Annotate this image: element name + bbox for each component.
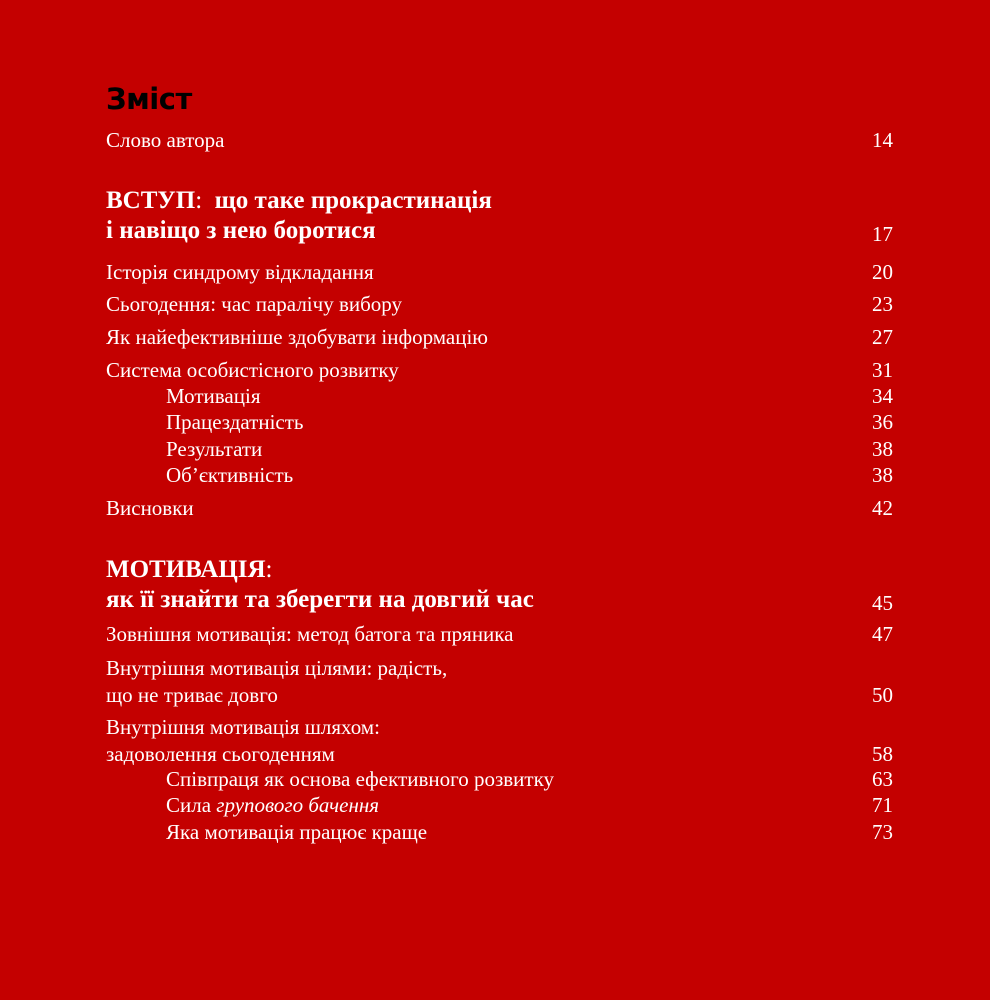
section-heading-part1: МОТИВАЦІЯ [106, 556, 266, 583]
section-heading-line2: і навіщо з нею боротися [106, 217, 376, 244]
toc-subentry-group-vision[interactable] [166, 793, 893, 817]
toc-entry-label: Система особистісного розвитку [106, 358, 399, 382]
toc-entry-info[interactable] [106, 325, 893, 349]
toc-entry-conclusions[interactable] [106, 496, 893, 520]
toc-entry-page: 58 [872, 742, 893, 766]
toc-entry-label: Результати [166, 437, 263, 461]
toc-subentry-cooperation[interactable] [166, 767, 893, 791]
toc-entry-label: Зовнішня мотивація: метод батога та пряника [106, 622, 514, 646]
toc-entry-page: 42 [872, 496, 893, 520]
toc-entry-external[interactable] [106, 622, 893, 646]
toc-entry-page: 63 [872, 767, 893, 791]
toc-entry-label: Яка мотивація працює краще [166, 820, 428, 844]
toc-entry-label-line2: задоволення сьогоденням [106, 742, 335, 766]
toc-entry-label-line1: Внутрішня мотивація шляхом: [106, 715, 380, 739]
toc-entry-label: Об’єктивність [166, 463, 294, 487]
toc-entry-label-line2: що не триває довго [106, 683, 278, 707]
toc-subentry-results[interactable] [166, 437, 893, 461]
toc-entry-page: 17 [872, 222, 893, 246]
toc-entry-today[interactable] [106, 292, 893, 316]
toc-entry-label: Слово автора [106, 128, 225, 152]
toc-entry-label: Як найефективніше здобувати інформацію [106, 325, 488, 349]
toc-entry-label: Історія синдрому відкладання [106, 260, 374, 284]
toc-entry-page: 45 [872, 591, 893, 615]
toc-entry-page: 20 [872, 260, 893, 284]
toc-entry-page: 71 [872, 793, 893, 817]
toc-entry-page: 38 [872, 463, 893, 487]
toc-entry-page: 27 [872, 325, 893, 349]
toc-entry-page: 50 [872, 683, 893, 707]
toc-entry-system[interactable] [106, 358, 893, 382]
toc-section-motivation[interactable] [106, 555, 893, 615]
label-plain: Сила [166, 793, 217, 817]
toc-subentry-motivation[interactable] [166, 384, 893, 408]
toc-subentry-objectivity[interactable] [166, 463, 893, 487]
toc-entry-page: 34 [872, 384, 893, 408]
toc-entry-page: 38 [872, 437, 893, 461]
section-heading-part1: ВСТУП [106, 187, 196, 214]
toc-entry-label: Співпраця як основа ефективного розвитку [166, 767, 554, 791]
toc-entry-label: Мотивація [166, 384, 261, 408]
section-heading-line2: як її знайти та зберегти на довгий час [106, 586, 534, 613]
toc-section-intro[interactable] [106, 186, 893, 246]
section-heading-colon: : [265, 556, 273, 583]
toc-entry-page: 47 [872, 622, 893, 646]
toc-entry-page: 73 [872, 820, 893, 844]
toc-entry-internal-goals[interactable] [106, 655, 893, 709]
page-title: Зміст [106, 82, 192, 116]
toc-entry-label: Працездатність [166, 410, 304, 434]
toc-entry-history[interactable] [106, 260, 893, 284]
label-italic: групового бачення [216, 793, 380, 817]
section-heading-colon: : [195, 187, 203, 214]
toc-entry-label-line1: Внутрішня мотивація цілями: радість, [106, 656, 448, 680]
toc-entry-author[interactable] [106, 128, 893, 152]
toc-entry-page: 14 [872, 128, 893, 152]
toc-entry-page: 36 [872, 410, 893, 434]
toc-subentry-work[interactable] [166, 410, 893, 434]
toc-entry-page: 23 [872, 292, 893, 316]
toc-subentry-which-works[interactable] [166, 820, 893, 844]
toc-entry-label: Висновки [106, 496, 194, 520]
section-heading-part2: що таке прокрастинація [214, 187, 492, 214]
toc-entry-page: 31 [872, 358, 893, 382]
toc-entry-label [166, 793, 379, 817]
toc-entry-label: Сьогодення: час паралічу вибору [106, 292, 402, 316]
toc-entry-internal-path[interactable] [106, 714, 893, 768]
